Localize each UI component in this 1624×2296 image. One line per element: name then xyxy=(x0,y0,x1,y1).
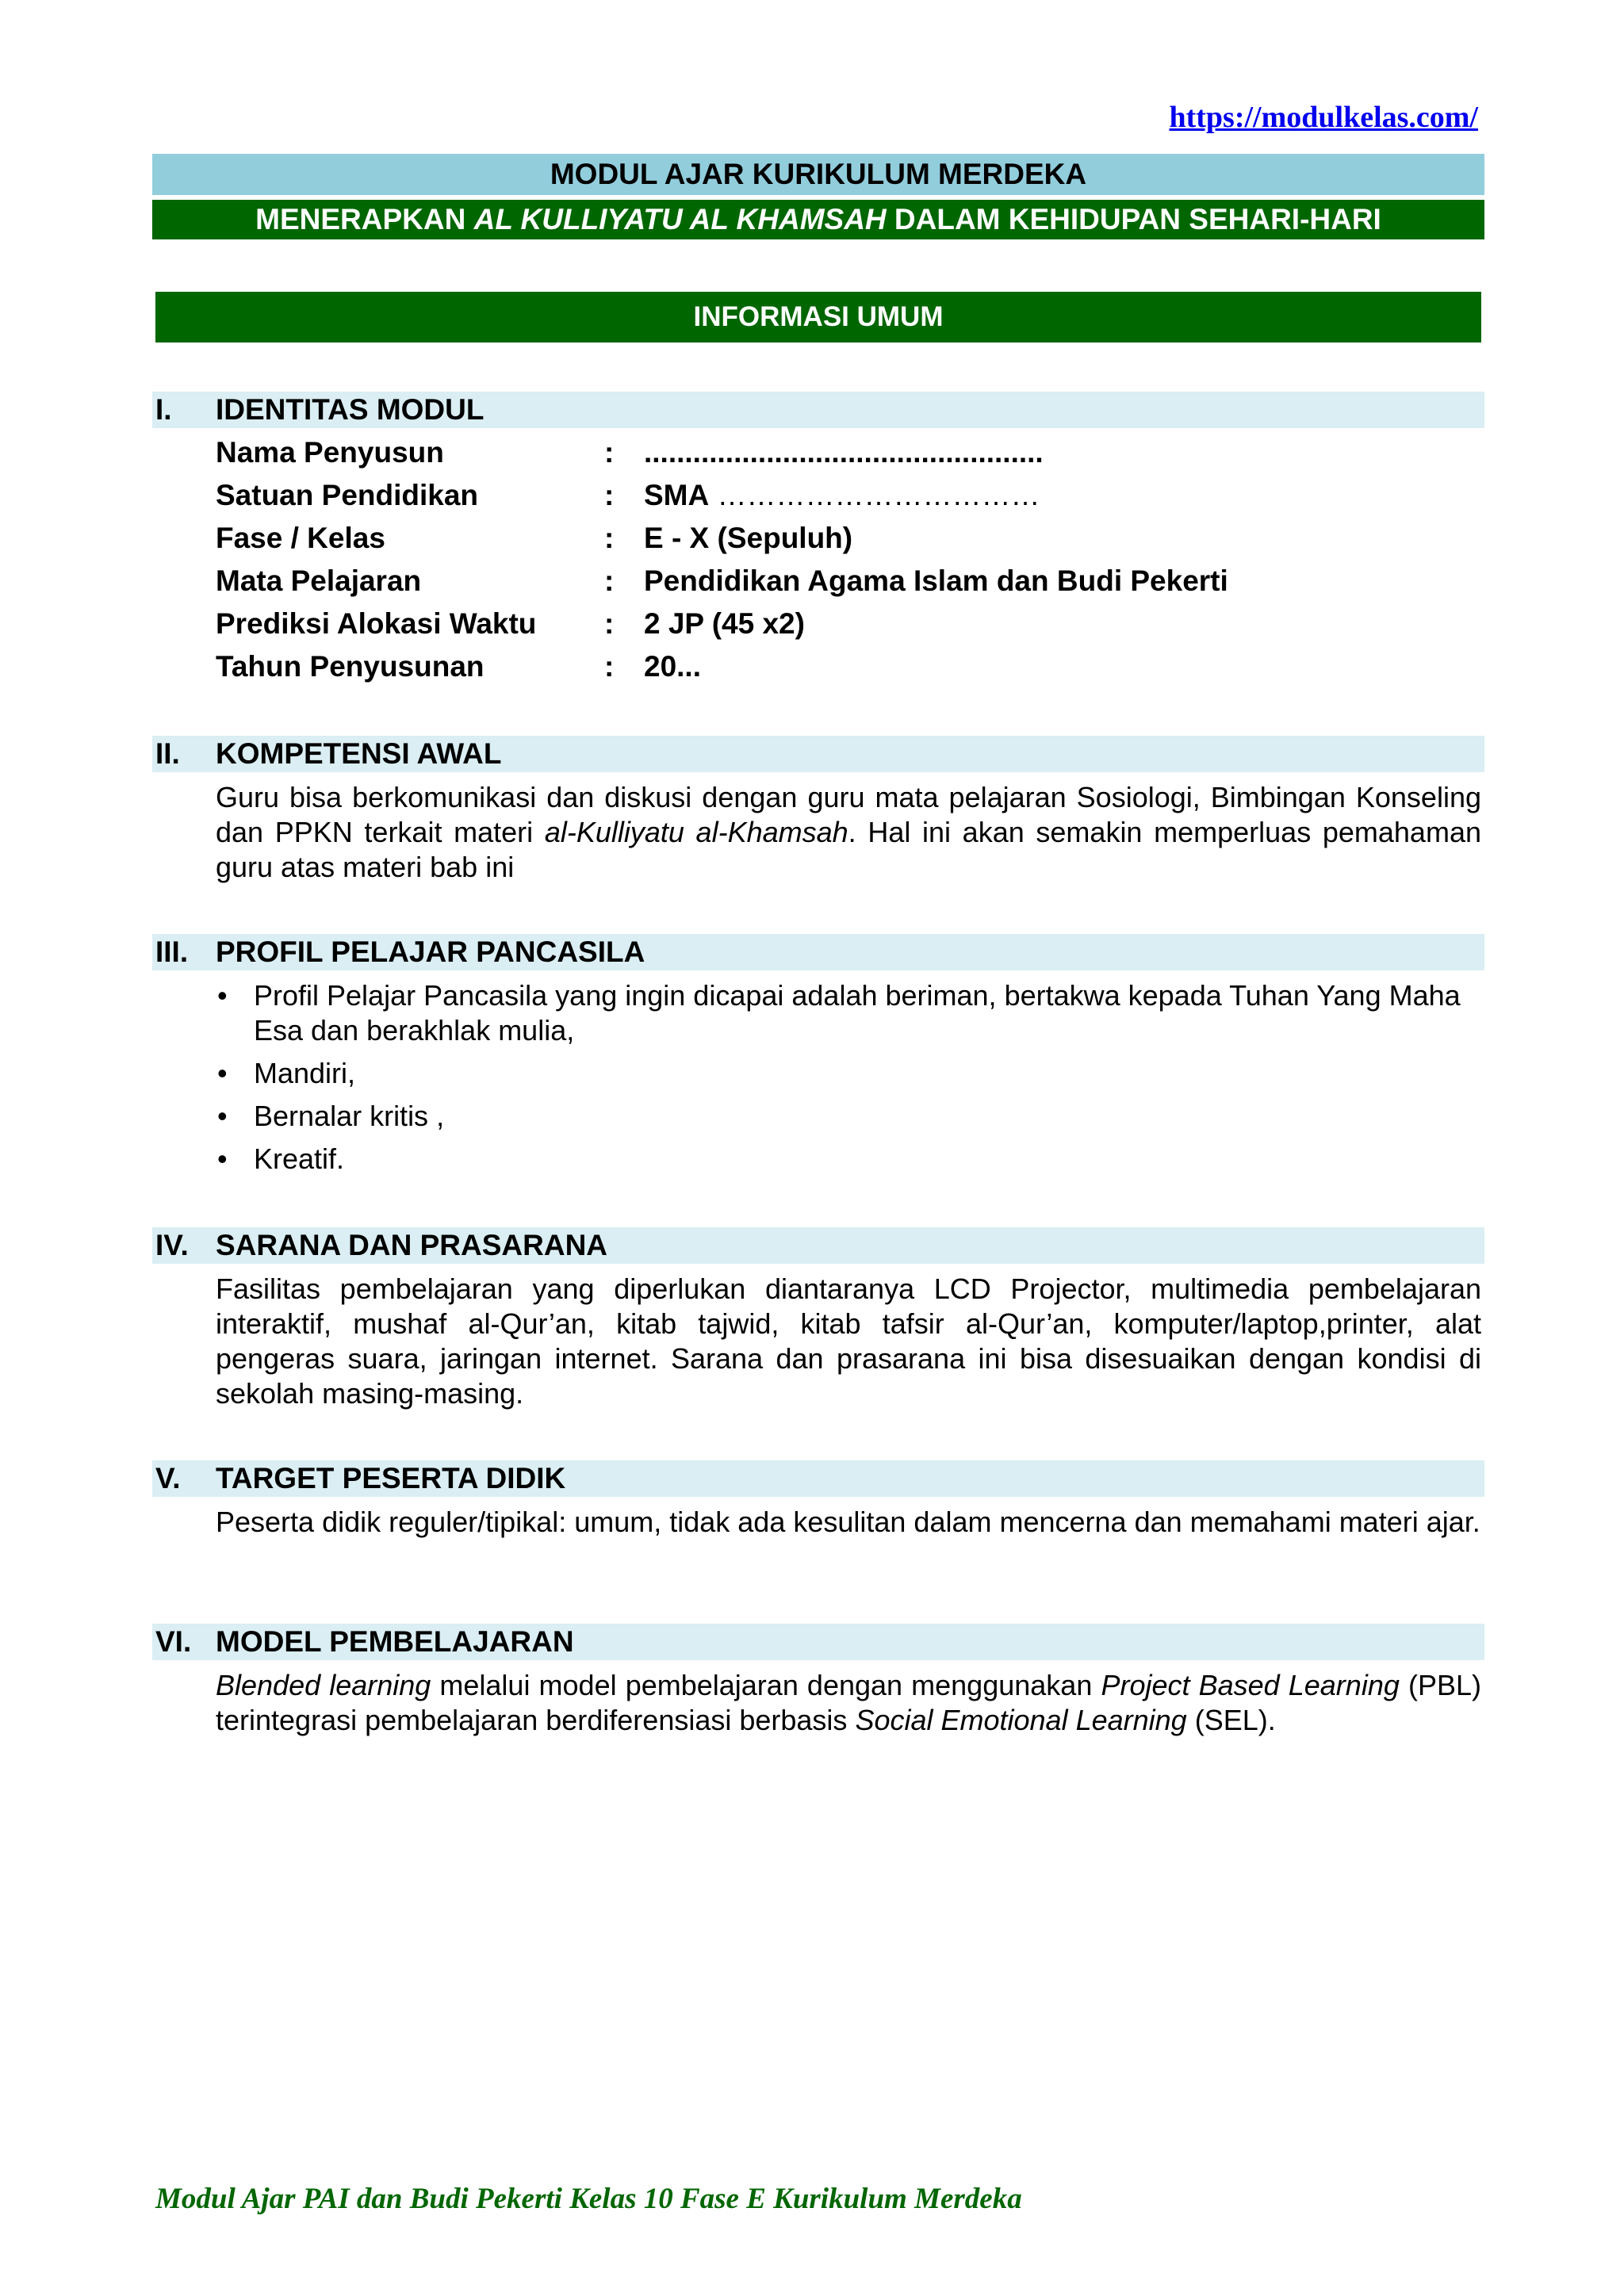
section-title: PROFIL PELAJAR PANCASILA xyxy=(216,936,645,968)
list-item: • Kreatif. xyxy=(217,1142,345,1175)
identity-colon: : xyxy=(604,607,615,640)
subtitle-part-2: DALAM KEHIDUPAN SEHARI-HARI xyxy=(886,203,1381,235)
section-number: III. xyxy=(155,936,189,968)
model-paragraph: Blended learning melalui model pembelajaran dengan menggunakan Project Based Learning (PBL) terintegrasi pembelajaran berdiferensiasi berbasis Social Emotional Learning (SEL). xyxy=(216,1669,1481,1736)
list-item: • Profil Pelajar Pancasila yang ingin dicapai adalah beriman, bertakwa kepada Tuhan Yang Maha Esa dan berakhlak mulia, xyxy=(217,979,1461,1047)
kompetensi-paragraph: Guru bisa berkomunikasi dan diskusi dengan guru mata pelajaran Sosiologi, Bimbingan Konseling dan PPKN terkait materi al-Kulliyatu al-Khamsah. Hal ini akan semakin memperluas pemahaman guru atas materi bab ini xyxy=(216,781,1481,883)
bullet-icon: • xyxy=(217,979,228,1012)
profil-list xyxy=(216,978,1484,1184)
identity-label: Fase / Kelas xyxy=(216,522,385,554)
section-profil-heading xyxy=(152,934,1484,970)
section-number: V. xyxy=(155,1462,181,1494)
bullet-icon: • xyxy=(217,1142,228,1175)
section-number: VI. xyxy=(155,1625,192,1658)
section-identitas-heading xyxy=(152,392,1484,428)
section-number: I. xyxy=(155,393,172,426)
page-footer: Modul Ajar PAI dan Budi Pekerti Kelas 10 Fase E Kurikulum Merdeka xyxy=(155,2183,1022,2215)
section-title: KOMPETENSI AWAL xyxy=(216,737,502,770)
identity-label: Tahun Penyusunan xyxy=(216,650,485,683)
info-umum-heading: INFORMASI UMUM xyxy=(155,292,1481,342)
identity-colon: : xyxy=(604,522,615,554)
subtitle-part-1: MENERAPKAN xyxy=(255,203,474,235)
identity-colon: : xyxy=(604,650,615,683)
identity-value: E - X (Sepuluh) xyxy=(644,522,853,554)
module-subtitle-band xyxy=(152,200,1484,239)
identity-colon: : xyxy=(604,564,615,597)
list-item: • Mandiri, xyxy=(217,1057,356,1089)
identity-value: ................................................. xyxy=(644,436,1044,469)
section-target-heading xyxy=(152,1460,1484,1497)
list-item: • Bernalar kritis , xyxy=(217,1100,445,1132)
identity-colon: : xyxy=(604,479,615,511)
bullet-icon: • xyxy=(217,1100,228,1132)
bullet-icon: • xyxy=(217,1057,228,1089)
identity-label: Nama Penyusun xyxy=(216,436,444,469)
section-title: SARANA DAN PRASARANA xyxy=(216,1229,608,1261)
identity-colon: : xyxy=(604,436,615,469)
target-paragraph: Peserta didik reguler/tipikal: umum, tidak ada kesulitan dalam mencerna dan memahami materi ajar. xyxy=(216,1506,1480,1538)
source-url-link[interactable]: https://modulkelas.com/ xyxy=(1169,101,1478,134)
section-title: IDENTITAS MODUL xyxy=(216,393,485,426)
section-number: IV. xyxy=(155,1229,189,1261)
section-kompetensi-heading xyxy=(152,736,1484,772)
section-model-heading xyxy=(152,1624,1484,1660)
identity-value: 20... xyxy=(644,650,701,683)
subtitle-italic: AL KULLIYATU AL KHAMSAH xyxy=(473,203,887,235)
identity-label: Prediksi Alokasi Waktu xyxy=(216,607,537,640)
identity-value: Pendidikan Agama Islam dan Budi Pekerti xyxy=(644,564,1228,597)
section-sarana-heading xyxy=(152,1227,1484,1264)
identity-value: 2 JP (45 x2) xyxy=(644,607,805,640)
section-title: TARGET PESERTA DIDIK xyxy=(216,1462,566,1494)
identity-label: Satuan Pendidikan xyxy=(216,479,479,511)
identity-label: Mata Pelajaran xyxy=(216,564,422,597)
module-title-band: MODUL AJAR KURIKULUM MERDEKA xyxy=(152,154,1484,195)
identity-value: SMA …………………………… xyxy=(644,479,1040,511)
sarana-paragraph: Fasilitas pembelajaran yang diperlukan diantaranya LCD Projector, multimedia pembelajaran interaktif, mushaf al-Qur’an, kitab tajwid, kitab tafsir al-Qur’an, komputer/laptop,printer, alat pengeras suara, jaringan internet. Sarana dan prasarana ini bisa disesuaikan dengan kondisi di sekolah masing-masing. xyxy=(216,1272,1481,1410)
section-title: MODEL PEMBELAJARAN xyxy=(216,1625,574,1658)
section-number: II. xyxy=(155,737,180,770)
